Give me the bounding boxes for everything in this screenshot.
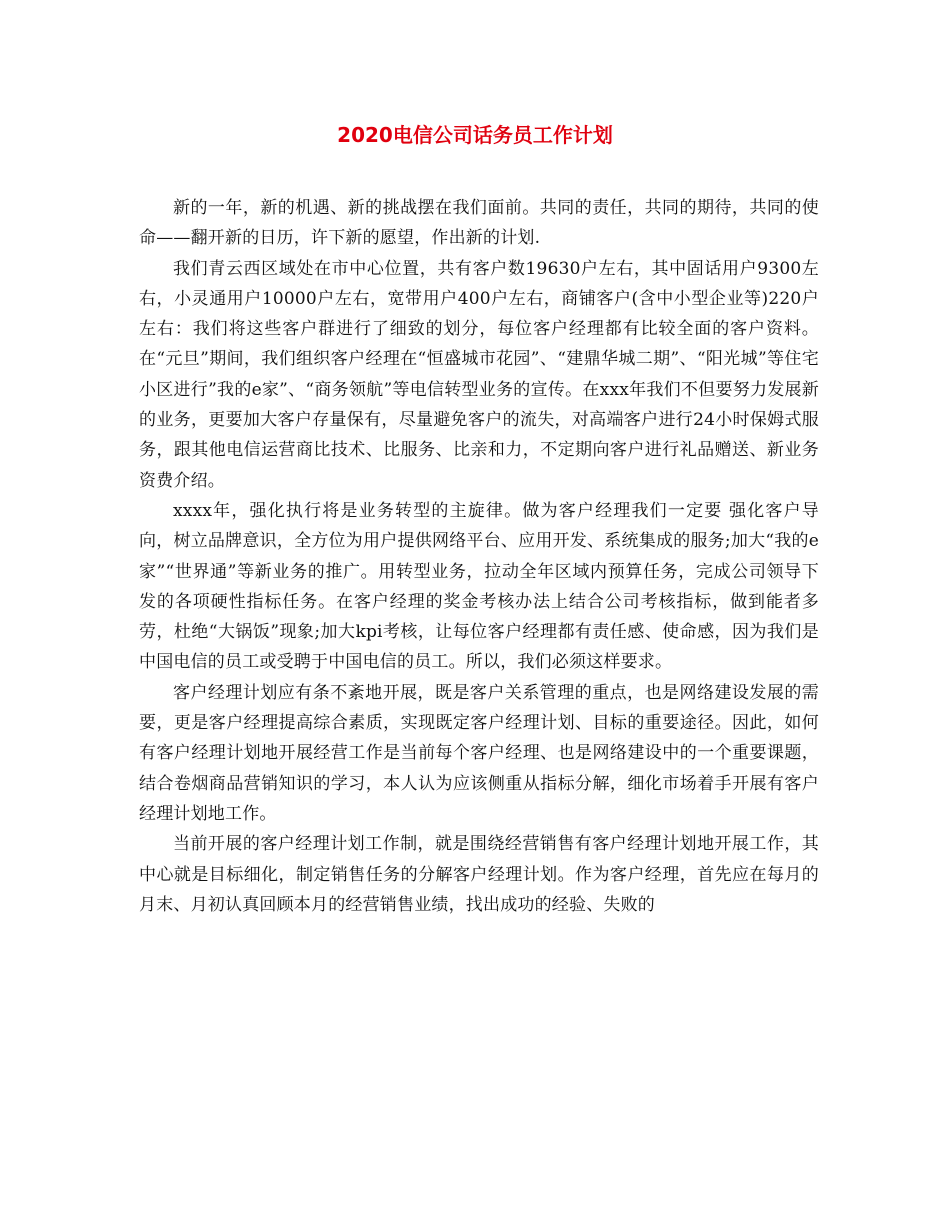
paragraph-5: 当前开展的客户经理计划工作制，就是围绕经营销售有客户经理计划地开展工作，其中心就是目标细化，制定销售任务的分解客户经理计划。作为客户经理，首先应在每月的月末、月初认真回顾本月的经营销售业绩，找出成功的经验、失败的 <box>139 834 819 915</box>
document-body <box>139 193 819 920</box>
paragraph-2: 我们青云西区域处在市中心位置，共有客户数19630户左右，其中固话用户9300左右，小灵通用户10000户左右，宽带用户400户左右，商铺客户(含中小型企业等)220户左右：我们将这些客户群进行了细致的划分，每位客户经理都有比较全面的客户资料。在“元旦”期间，我们组织客户经理在“恒盛城市花园”、“建鼎华城二期”、“阳光城”等住宅小区进行”我的e家”、“商务领航”等电信转型业务的宣传。在xxx年我们不但要努力发展新的业务，更要加大客户存量保有，尽量避免客户的流失，对高端客户进行24小时保姆式服务，跟其他电信运营商比技术、比服务、比亲和力，不定期向客户进行礼品赠送、新业务资费介绍。 <box>139 258 819 491</box>
paragraph-4: 客户经理计划应有条不紊地开展，既是客户关系管理的重点，也是网络建设发展的需要，更是客户经理提高综合素质，实现既定客户经理计划、目标的重要途径。因此，如何有客户经理计划地开展经营工作是当前每个客户经理、也是网络建设中的一个重要课题，结合卷烟商品营销知识的学习，本人认为应该侧重从指标分解，细化市场着手开展有客户经理计划地工作。 <box>139 682 819 824</box>
paragraph-1: 新的一年，新的机遇、新的挑战摆在我们面前。共同的责任，共同的期待，共同的使命——翻开新的日历，许下新的愿望，作出新的计划. <box>139 198 819 249</box>
paragraph-3: xxxx年，强化执行将是业务转型的主旋律。做为客户经理我们一定要 强化客户导向，树立品牌意识，全方位为用户提供网络平台、应用开发、系统集成的服务;加大“我的e家”“世界通”等新业务的推广。用转型业务，拉动全年区域内预算任务，完成公司领导下发的各项硬性指标任务。在客户经理的奖金考核办法上结合公司考核指标，做到能者多劳，杜绝“大锅饭”现象;加大kpi考核，让每位客户经理都有责任感、使命感，因为我们是中国电信的员工或受聘于中国电信的员工。所以，我们必须这样要求。 <box>139 500 819 673</box>
document-title: 2020电信公司话务员工作计划 <box>337 123 613 147</box>
